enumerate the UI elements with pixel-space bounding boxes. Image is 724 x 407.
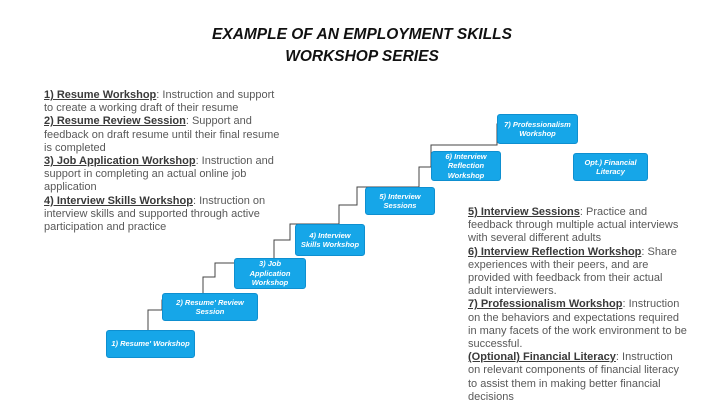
desc-text-6: : Share experiences with their peers, and are provided with feedback from their actual adult interviewers. [468,245,677,298]
step-4-interview-skills-workshop [295,224,365,256]
step-5-interview-sessions [365,187,435,215]
desc-text-2: : Support and feedback on draft resume until their final resume is completed [44,115,280,154]
desc-text-4: : Instruction on interview skills and supported through active participation and practice [44,194,266,234]
desc-label-5: 5) Interview Sessions [468,206,580,218]
step-5-label: 5) Interview Sessions [379,191,421,210]
desc-label-1: 1) Resume Workshop [44,89,157,101]
desc-label-7: 7) Professionalism Workshop [468,298,623,311]
desc-text-3: : Instruction and support in completing an actual online job application [44,155,274,194]
step-6-interview-reflection-workshop [431,151,501,181]
desc-label-6: 6) Interview Reflection Workshop [468,245,642,258]
step-7-professionalism-workshop [497,114,578,144]
step-optional-label: Opt.) Financial Literacy [584,157,637,176]
step-1-resume-workshop [106,330,195,358]
desc-label-3: 3) Job Application Workshop [44,155,196,168]
step-7-label: 7) Professionalism Workshop [504,119,571,138]
desc-label-2: 2) Resume Review Session [44,115,186,128]
desc-label-4: 4) Interview Skills Workshop [44,194,193,207]
desc-text-5: : Practice and feedback through multiple actual interviews with several different adults [468,206,679,245]
title-line-2: WORKSHOP SERIES [285,48,439,65]
desc-text-8: : Instruction on relevant components of financial literacy to assist them in making better financial decisions [468,351,679,403]
step-3-label: 3) Job Application Workshop [249,259,291,288]
desc-text-7: : Instruction on the behaviors and expectations required in many facets of the work environment to be successful. [468,298,687,351]
step-optional-financial-literacy [573,153,648,181]
step-2-resume-review-session [162,293,258,321]
step-2-label: 2) Resume' Review Session [176,297,244,316]
step-1-label: 1) Resume' Workshop [111,339,190,349]
title-line-1: EXAMPLE OF AN EMPLOYMENT SKILLS [212,26,512,43]
desc-text-1: : Instruction and support to create a working draft of their resume [44,89,275,115]
step-4-label: 4) Interview Skills Workshop [300,230,360,249]
step-6-label: 6) Interview Reflection Workshop [445,151,487,180]
step-3-job-application-workshop [234,258,306,289]
desc-label-8: (Optional) Financial Literacy [468,351,616,364]
